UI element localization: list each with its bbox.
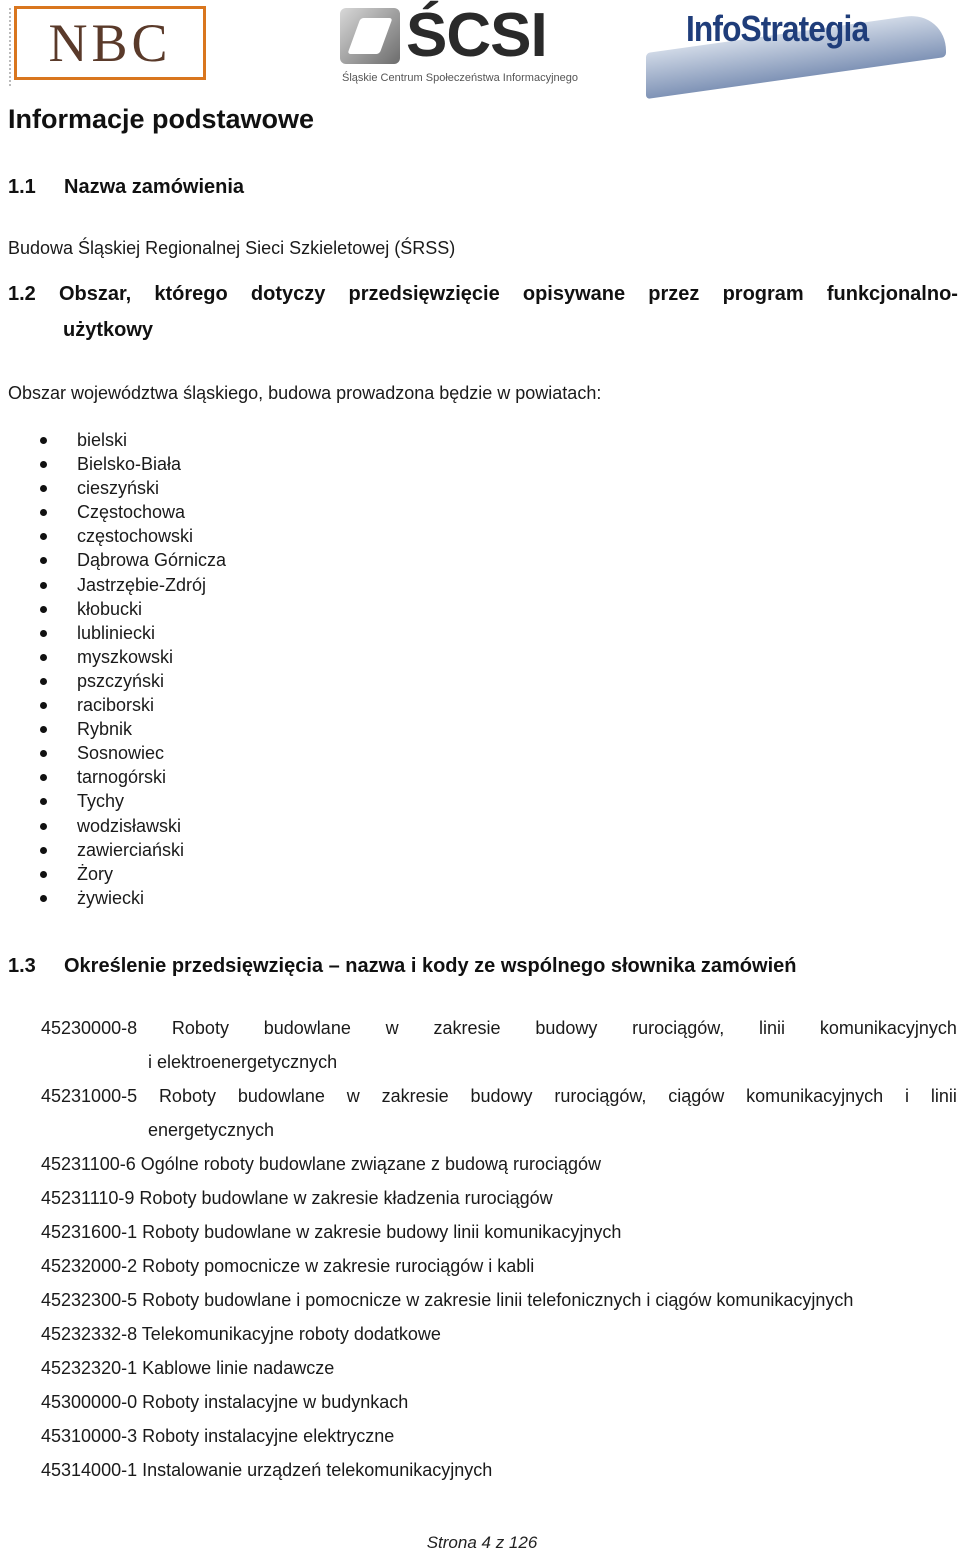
list-item: Tychy: [0, 789, 226, 813]
section-heading-1-1: [8, 169, 244, 205]
list-item: Dąbrowa Górnicza: [0, 548, 226, 572]
section-title: Nazwa zamówienia: [64, 176, 245, 198]
list-item: lubliniecki: [0, 621, 226, 645]
list-item: Jastrzębie-Zdrój: [0, 573, 226, 597]
nbc-logo: [14, 6, 206, 80]
cpv-code-item: 45232332-8 Telekomunikacyjne roboty dodatkowe: [41, 1324, 441, 1344]
list-item: Rybnik: [0, 717, 226, 741]
scsi-logo-text: ŚCSI: [406, 1, 547, 70]
section-heading-1-3: [8, 948, 796, 984]
cpv-code-item: [41, 1079, 957, 1147]
cpv-code-item: 45232000-2 Roboty pomocnicze w zakresie rurociągów i kabli: [41, 1256, 535, 1276]
cpv-code-line-1: 45230000-8 Roboty budowlane w zakresie budowy rurociągów, linii komunikacyjnych: [41, 1018, 957, 1038]
bullet-icon: [40, 582, 47, 589]
bullet-icon: [40, 485, 47, 492]
order-name-text: Budowa Śląskiej Regionalnej Sieci Szkieletowej (ŚRSS): [8, 238, 456, 258]
cpv-code-line-1: 45231000-5 Roboty budowlane w zakresie budowy rurociągów, ciągów komunikacyjnych i linii: [41, 1086, 957, 1106]
cpv-code-item: 45231600-1 Roboty budowlane w zakresie budowy linii komunikacyjnych: [41, 1222, 622, 1242]
list-item: częstochowski: [0, 524, 226, 548]
infostrategia-logo-text: InfoStrategia: [686, 8, 869, 49]
list-item: bielski: [0, 428, 226, 452]
page-number-footer: Strona 4 z 126: [426, 1533, 538, 1552]
title-word: dotyczy: [250, 283, 326, 305]
bullet-icon: [40, 871, 47, 878]
list-item: pszczyński: [0, 669, 226, 693]
cpv-code-item: 45300000-0 Roboty instalacyjne w budynkach: [41, 1392, 409, 1412]
list-item: myszkowski: [0, 645, 226, 669]
bullet-icon: [40, 654, 47, 661]
bullet-icon: [40, 509, 47, 516]
cpv-code-item: 45310000-3 Roboty instalacyjne elektryczne: [41, 1426, 395, 1446]
dotted-separator: [9, 8, 11, 86]
bullet-icon: [40, 750, 47, 757]
section-number: 1.1: [8, 176, 36, 198]
bullet-icon: [40, 606, 47, 613]
list-item: wodzisławski: [0, 814, 226, 838]
bullet-icon: [40, 437, 47, 444]
cpv-code-item: [41, 1011, 957, 1079]
section-heading-1-2: [8, 276, 958, 348]
title-word: funkcjonalno-: [826, 283, 958, 305]
bullet-icon: [40, 533, 47, 540]
bullet-icon: [40, 895, 47, 902]
scsi-mark-icon: [340, 8, 400, 64]
section-title-line-2: użytkowy: [63, 319, 154, 341]
section-number: 1.3: [8, 955, 36, 977]
section-title-line-1: [8, 276, 958, 312]
bullet-icon: [40, 557, 47, 564]
list-item: Sosnowiec: [0, 741, 226, 765]
district-list: [0, 428, 226, 910]
section-title: Określenie przedsięwzięcia – nazwa i kody ze wspólnego słownika zamówień: [64, 955, 797, 977]
cpv-code-item: 45232300-5 Roboty budowlane i pomocnicze w zakresie linii telefonicznych i ciągów komunikacyjnych: [41, 1290, 854, 1310]
title-word: przedsięwzięcie: [348, 283, 500, 305]
bullet-icon: [40, 678, 47, 685]
cpv-code-line-2: energetycznych: [148, 1120, 275, 1140]
list-item: Częstochowa: [0, 500, 226, 524]
list-item: cieszyński: [0, 476, 226, 500]
cpv-code-item: 45231110-9 Roboty budowlane w zakresie kładzenia rurociągów: [41, 1188, 553, 1208]
page-header: [0, 0, 960, 92]
bullet-icon: [40, 461, 47, 468]
bullet-icon: [40, 774, 47, 781]
scsi-logo: [338, 1, 579, 88]
title-word: przez: [648, 283, 700, 305]
bullet-icon: [40, 847, 47, 854]
area-intro-text: Obszar województwa śląskiego, budowa prowadzona będzie w powiatach:: [8, 383, 602, 403]
nbc-logo-text: NBC: [48, 13, 172, 73]
page-title: Informacje podstawowe: [8, 104, 315, 134]
bullet-icon: [40, 630, 47, 637]
bullet-icon: [40, 726, 47, 733]
list-item: raciborski: [0, 693, 226, 717]
infostrategia-logo: [646, 2, 952, 84]
title-word: opisywane: [522, 283, 626, 305]
title-word: którego: [154, 283, 228, 305]
cpv-code-line-2: i elektroenergetycznych: [148, 1052, 338, 1072]
list-item: Bielsko-Biała: [0, 452, 226, 476]
section-number: 1.2: [8, 283, 36, 305]
bullet-icon: [40, 823, 47, 830]
list-item: żywiecki: [0, 886, 226, 910]
cpv-code-item: 45232320-1 Kablowe linie nadawcze: [41, 1358, 335, 1378]
cpv-code-item: 45231100-6 Ogólne roboty budowlane związane z budową rurociągów: [41, 1154, 602, 1174]
scsi-logo-subtitle: Śląskie Centrum Społeczeństwa Informacyjnego: [342, 72, 579, 84]
title-word: program: [722, 283, 804, 305]
list-item: zawierciański: [0, 838, 226, 862]
list-item: kłobucki: [0, 597, 226, 621]
title-word: Obszar,: [58, 283, 132, 305]
list-item: tarnogórski: [0, 765, 226, 789]
bullet-icon: [40, 798, 47, 805]
cpv-code-list: [41, 1011, 957, 1487]
list-item: Żory: [0, 862, 226, 886]
bullet-icon: [40, 702, 47, 709]
cpv-code-item: 45314000-1 Instalowanie urządzeń telekomunikacyjnych: [41, 1460, 493, 1480]
